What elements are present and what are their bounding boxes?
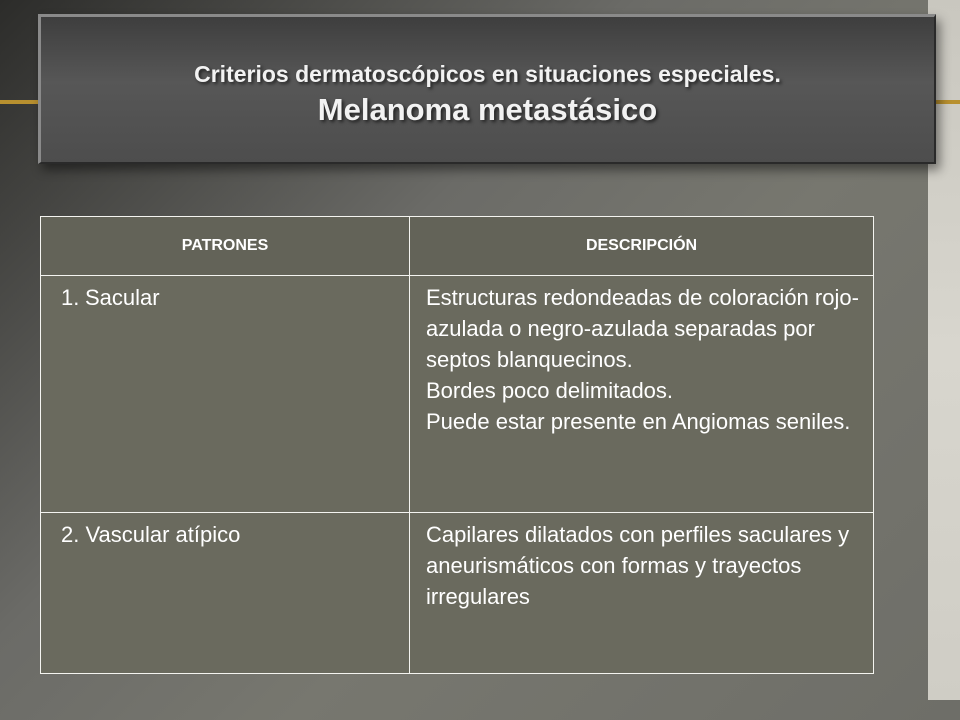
slide-title-box bbox=[38, 14, 936, 164]
slide-title-line1: Criterios dermatoscópicos en situaciones especiales. bbox=[194, 61, 781, 87]
description-line: Capilares dilatados con perfiles saculares y aneurismáticos con formas y trayectos irregulares bbox=[426, 522, 850, 610]
criteria-table bbox=[40, 216, 874, 674]
header-patrones: PATRONES bbox=[41, 217, 410, 276]
description-cell bbox=[410, 513, 874, 674]
table-header-row bbox=[41, 217, 874, 276]
header-descripcion: DESCRIPCIÓN bbox=[410, 217, 874, 276]
pattern-number: 1. bbox=[61, 285, 80, 311]
pattern-cell bbox=[41, 276, 410, 513]
accent-line-left bbox=[0, 100, 40, 104]
pattern-name: 2. Vascular atípico bbox=[61, 522, 241, 548]
slide-title-line2: Melanoma metastásico bbox=[317, 92, 658, 127]
description-line: Puede estar presente en Angiomas seniles. bbox=[426, 409, 851, 435]
description-line: Estructuras redondeadas de coloración rojo-azulada o negro-azulada separadas por septos blanquecinos. bbox=[426, 285, 859, 373]
description-line: Bordes poco delimitados. bbox=[426, 378, 674, 404]
pattern-name: Sacular bbox=[85, 285, 160, 311]
table-row bbox=[41, 276, 874, 513]
pattern-cell bbox=[41, 513, 410, 674]
accent-line-right bbox=[934, 100, 960, 104]
description-cell bbox=[410, 276, 874, 513]
table-row bbox=[41, 513, 874, 674]
